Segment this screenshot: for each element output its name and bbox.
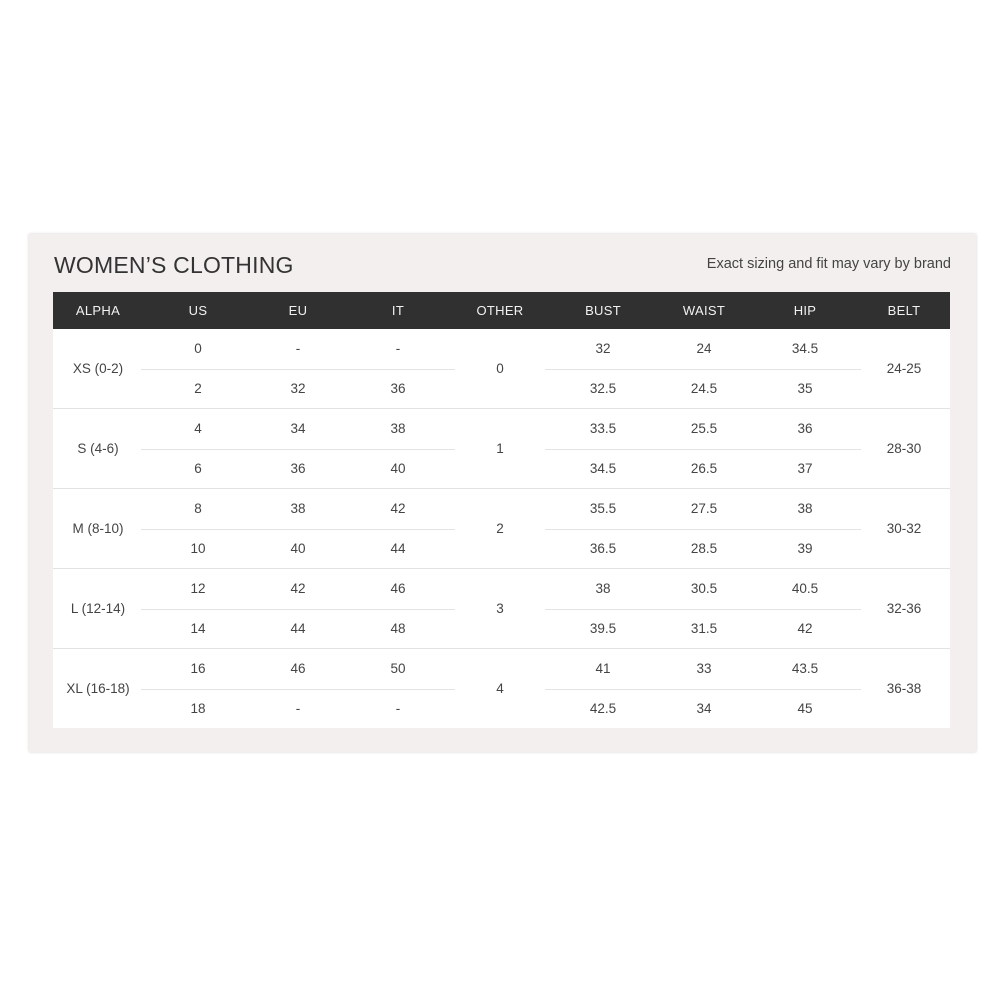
waist-value: 27.5 — [690, 501, 718, 516]
us-size: 6 — [194, 461, 202, 476]
size-chart-card — [29, 234, 976, 752]
eu-size: 38 — [290, 501, 306, 516]
alpha-size: XL (16-18) — [66, 681, 130, 696]
eu-size: - — [295, 341, 301, 356]
size-group-m — [53, 489, 950, 569]
waist-value: 26.5 — [690, 461, 718, 476]
bust-value: 36.5 — [589, 541, 617, 556]
bust-value: 32 — [595, 341, 611, 356]
row-divider — [141, 369, 455, 370]
hip-value: 34.5 — [791, 341, 819, 356]
other-size: 3 — [496, 601, 504, 616]
belt-size: 24-25 — [886, 361, 922, 376]
bust-value: 38 — [595, 581, 611, 596]
waist-value: 25.5 — [690, 421, 718, 436]
us-size: 18 — [190, 701, 206, 716]
bust-value: 35.5 — [589, 501, 617, 516]
belt-size: 28-30 — [886, 441, 922, 456]
eu-size: 36 — [290, 461, 306, 476]
hip-value: 43.5 — [791, 661, 819, 676]
bust-value: 39.5 — [589, 621, 617, 636]
row-divider — [545, 529, 861, 530]
alpha-size: L (12-14) — [70, 601, 126, 616]
size-group-xl — [53, 649, 950, 729]
us-size: 12 — [190, 581, 206, 596]
it-size: 36 — [390, 381, 406, 396]
header-belt: BELT — [887, 303, 921, 318]
waist-value: 28.5 — [690, 541, 718, 556]
hip-value: 45 — [797, 701, 813, 716]
bust-value: 42.5 — [589, 701, 617, 716]
hip-value: 39 — [797, 541, 813, 556]
it-size: 50 — [390, 661, 406, 676]
it-size: - — [395, 701, 401, 716]
other-size: 1 — [496, 441, 504, 456]
it-size: 38 — [390, 421, 406, 436]
waist-value: 24 — [696, 341, 712, 356]
eu-size: 42 — [290, 581, 306, 596]
waist-value: 31.5 — [690, 621, 718, 636]
eu-size: 34 — [290, 421, 306, 436]
other-size: 2 — [496, 521, 504, 536]
row-divider — [545, 689, 861, 690]
hip-value: 40.5 — [791, 581, 819, 596]
belt-size: 36-38 — [886, 681, 922, 696]
header-waist: WAIST — [682, 303, 726, 318]
header-eu: EU — [288, 303, 308, 318]
fit-disclaimer: Exact sizing and fit may vary by brand — [706, 256, 951, 272]
row-divider — [545, 449, 861, 450]
us-size: 10 — [190, 541, 206, 556]
bust-value: 41 — [595, 661, 611, 676]
table-header — [53, 292, 950, 329]
row-divider — [545, 609, 861, 610]
us-size: 4 — [194, 421, 202, 436]
header-alpha: ALPHA — [75, 303, 121, 318]
eu-size: 40 — [290, 541, 306, 556]
waist-value: 34 — [696, 701, 712, 716]
us-size: 8 — [194, 501, 202, 516]
header-hip: HIP — [793, 303, 817, 318]
alpha-size: XS (0-2) — [72, 361, 124, 376]
belt-size: 30-32 — [886, 521, 922, 536]
waist-value: 30.5 — [690, 581, 718, 596]
size-table — [53, 292, 950, 728]
row-divider — [141, 529, 455, 530]
other-size: 0 — [496, 361, 504, 376]
header-other: OTHER — [476, 303, 524, 318]
bust-value: 32.5 — [589, 381, 617, 396]
us-size: 16 — [190, 661, 206, 676]
hip-value: 35 — [797, 381, 813, 396]
chart-title: WOMEN’S CLOTHING — [54, 252, 294, 278]
row-divider — [141, 609, 455, 610]
us-size: 14 — [190, 621, 206, 636]
eu-size: - — [295, 701, 301, 716]
us-size: 2 — [194, 381, 202, 396]
bust-value: 33.5 — [589, 421, 617, 436]
hip-value: 38 — [797, 501, 813, 516]
us-size: 0 — [194, 341, 202, 356]
row-divider — [141, 449, 455, 450]
alpha-size: S (4-6) — [77, 441, 119, 456]
header-it: IT — [391, 303, 405, 318]
it-size: 44 — [390, 541, 406, 556]
it-size: 48 — [390, 621, 406, 636]
it-size: 42 — [390, 501, 406, 516]
it-size: 46 — [390, 581, 406, 596]
it-size: - — [395, 341, 401, 356]
header-bust: BUST — [585, 303, 621, 318]
bust-value: 34.5 — [589, 461, 617, 476]
belt-size: 32-36 — [886, 601, 922, 616]
alpha-size: M (8-10) — [72, 521, 124, 536]
it-size: 40 — [390, 461, 406, 476]
size-group-l — [53, 569, 950, 649]
row-divider — [141, 689, 455, 690]
eu-size: 46 — [290, 661, 306, 676]
waist-value: 24.5 — [690, 381, 718, 396]
other-size: 4 — [496, 681, 504, 696]
hip-value: 36 — [797, 421, 813, 436]
hip-value: 42 — [797, 621, 813, 636]
header-us: US — [188, 303, 208, 318]
eu-size: 32 — [290, 381, 306, 396]
size-group-s — [53, 409, 950, 489]
hip-value: 37 — [797, 461, 813, 476]
size-group-xs — [53, 329, 950, 409]
row-divider — [545, 369, 861, 370]
waist-value: 33 — [696, 661, 712, 676]
eu-size: 44 — [290, 621, 306, 636]
